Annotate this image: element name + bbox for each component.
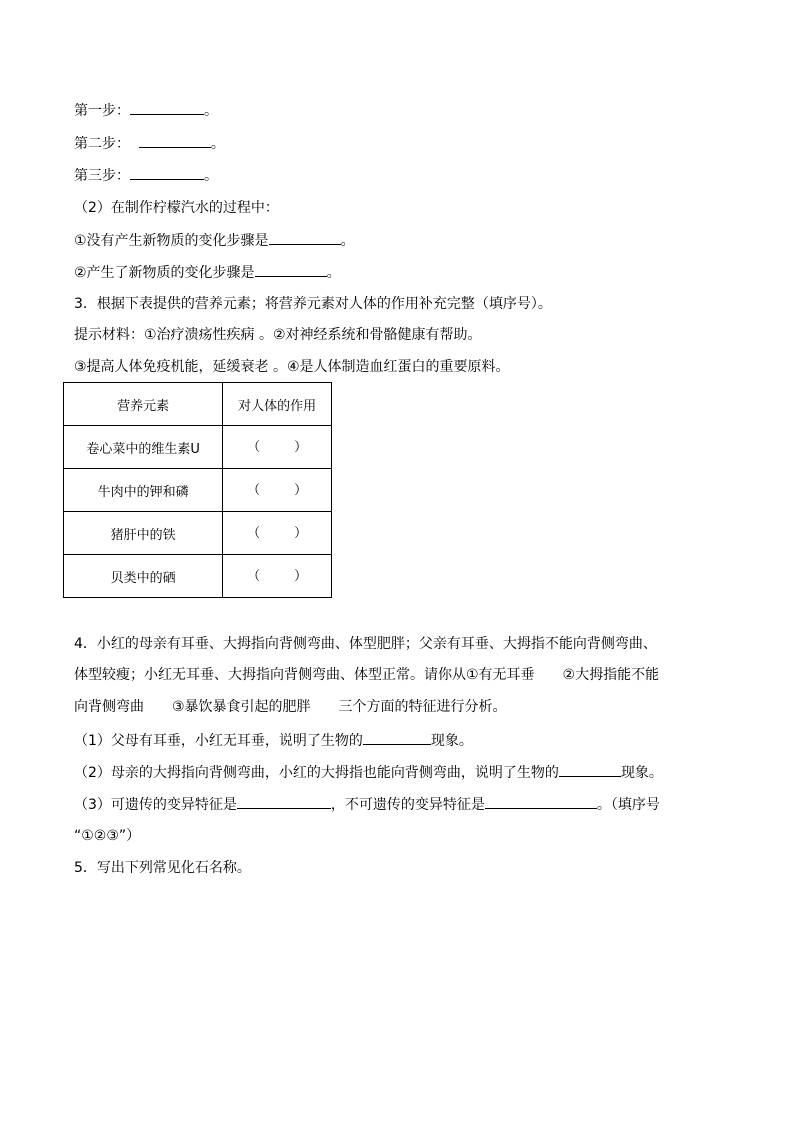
q4-sub3-text: （3）可遗传的变异特征是: [74, 797, 237, 813]
paren-close: ）: [294, 439, 308, 455]
header-element: 营养元素: [64, 383, 223, 426]
q4-sub3-blank-1[interactable]: [237, 794, 331, 809]
step2-line: [74, 133, 225, 154]
element-cell: 猪肝中的铁: [64, 512, 223, 555]
q4-sub2-line: [74, 762, 663, 783]
q2-title: （2）在制作柠檬汽水的过程中：: [74, 200, 279, 216]
q4-sub3-end: 。（填序号: [596, 797, 660, 813]
table-row: [64, 426, 332, 469]
step3-blank[interactable]: [130, 165, 204, 180]
q2-b-end: 。: [326, 265, 341, 281]
paren-open: （: [247, 482, 261, 498]
q3-title: 3．根据下表提供的营养元素；将营养元素对人体的作用补充完整（填序号）。: [74, 296, 552, 312]
step1-label: 第一步：: [74, 103, 130, 119]
table-header-row: [64, 383, 332, 426]
q4-sub3-mid: ，不可遗传的变异特征是: [330, 797, 485, 813]
step2-blank[interactable]: [139, 133, 211, 148]
answer-cell[interactable]: [223, 555, 332, 598]
nutrient-table: [63, 382, 332, 598]
step3-line: [74, 165, 218, 186]
q4-sub1-end: 现象。: [430, 733, 473, 749]
table-row: [64, 555, 332, 598]
q4-sub2-text: （2）母亲的大拇指向背侧弯曲，小红的大拇指也能向背侧弯曲，说明了生物的: [74, 765, 559, 781]
paren-open: （: [247, 439, 261, 455]
paren-close: ）: [294, 482, 308, 498]
paren-open: （: [247, 568, 261, 584]
q4-line-2: 体型较瘦；小红无耳垂、大拇指向背侧弯曲、体型正常。请你从①有无耳垂 ②大拇指能不能: [74, 667, 660, 683]
step3-end: 。: [204, 168, 218, 184]
q4-sub3-blank-2[interactable]: [485, 794, 597, 809]
element-cell: 牛肉中的钾和磷: [64, 469, 223, 512]
step1-blank[interactable]: [130, 100, 204, 115]
step1-line: [74, 100, 218, 121]
answer-cell[interactable]: [223, 426, 332, 469]
table-row: [64, 469, 332, 512]
table-row: [64, 512, 332, 555]
q4-sub3-tail: “①②③”）: [74, 828, 141, 844]
q4-sub1-blank[interactable]: [363, 730, 431, 745]
q5-title: 5．写出下列常见化石名称。: [74, 860, 251, 876]
q4-sub1-text: （1）父母有耳垂，小红无耳垂，说明了生物的: [74, 733, 363, 749]
q2-a-line: [74, 230, 355, 251]
q2-a-end: 。: [340, 233, 355, 249]
element-cell: 贝类中的硒: [64, 555, 223, 598]
q2-b-line: [74, 262, 341, 283]
q2-a-blank[interactable]: [269, 230, 341, 245]
step1-end: 。: [204, 103, 218, 119]
q4-sub1-line: [74, 730, 473, 751]
step2-label: 第二步：: [74, 136, 130, 152]
q3-hint-2: ③提高人体免疫机能，延缓衰老 。④是人体制造血红蛋白的重要原料。: [74, 359, 510, 375]
answer-cell[interactable]: [223, 469, 332, 512]
q4-sub3-line: [74, 794, 660, 815]
q4-sub2-blank[interactable]: [559, 762, 621, 777]
q4-line-3: 向背侧弯曲 ③暴饮暴食引起的肥胖 三个方面的特征进行分析。: [74, 699, 507, 715]
answer-cell[interactable]: [223, 512, 332, 555]
q4-line-1: 4．小红的母亲有耳垂、大拇指向背侧弯曲、体型肥胖；父亲有耳垂、大拇指不能向背侧弯曲、: [74, 636, 657, 652]
q2-b-blank[interactable]: [255, 262, 327, 277]
q2-b-text: ②产生了新物质的变化步骤是: [74, 265, 255, 281]
q2-a-text: ①没有产生新物质的变化步骤是: [74, 233, 269, 249]
header-effect: 对人体的作用: [223, 383, 332, 426]
paren-close: ）: [294, 568, 308, 584]
q4-sub2-end: 现象。: [620, 765, 663, 781]
q3-hint-1: 提示材料：①治疗溃疡性疾病 。②对神经系统和骨骼健康有帮助。: [74, 327, 482, 343]
paren-close: ）: [294, 525, 308, 541]
step3-label: 第三步：: [74, 168, 130, 184]
paren-open: （: [247, 525, 261, 541]
step2-end: 。: [210, 136, 225, 152]
element-cell: 卷心菜中的维生素U: [64, 426, 223, 469]
